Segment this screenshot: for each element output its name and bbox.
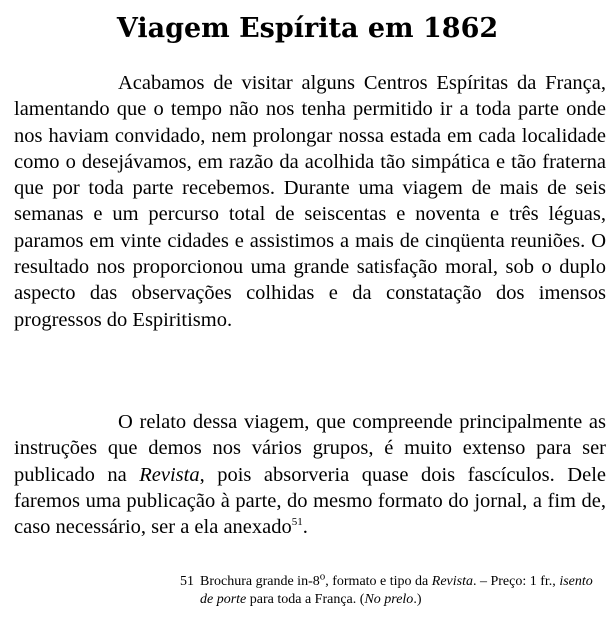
footnote [180, 570, 606, 609]
paragraph-2-italic-revista: Revista [139, 463, 200, 486]
footnote-text-1: Brochura grande in-8 [200, 574, 320, 589]
paragraph-1: Acabamos de visitar alguns Centros Espíritas da França, lamentando que o tempo não nos tenha permitido ir a toda parte onde nos haviam convidado, nem prolongar nossa estada em cada localidade como o desejávamos, em razão da acolhida tão simpática e tão fraterna que por toda parte recebemos. Durante uma viagem de mais de seis semanas e um percurso total de seiscentas e noventa e três léguas, paramos em vinte cidades e assistimos a mais de cinqüenta reuniões. O resultado nos proporcionou uma grande satisfação moral, sob o duplo aspecto das observações colhidas e da constatação dos imensos progressos do Espiritismo. [14, 72, 606, 331]
footnote-number: 51 [180, 574, 194, 589]
footnote-reference: 51 [291, 516, 303, 529]
footnote-text-4: para toda a França. ( [246, 592, 365, 607]
paragraph-2-text-a: O relato dessa viagem, que compreende principalmente as instruções que demos nos vários grupos, é muito extenso para ser publicado na [14, 411, 606, 486]
footnote-text-3: . – Preço: 1 fr., [472, 574, 560, 589]
footnote-italic-de-porte: de porte [200, 592, 247, 607]
footnote-italic-no-prelo: No prelo [364, 592, 414, 607]
footnote-italic-revista: Revista [431, 574, 473, 589]
page-title: Viagem Espírita em 1862 [116, 13, 499, 44]
footnote-italic-isento: isento [559, 574, 593, 589]
footnote-text-2: , formato e tipo da [325, 574, 432, 589]
paragraph-2-text-b: , pois absorveria quase dois fascículos. Dele faremos uma publicação à parte, do mesmo formato do jornal, a fim de, caso necessário, ser a ela anexado [14, 463, 606, 539]
paragraph-2 [14, 409, 606, 540]
footnote-line-2 [180, 591, 606, 609]
paragraph-2-end: . [302, 516, 308, 539]
footnote-ordinal-sup: o [319, 570, 326, 583]
footnote-text-5: .) [413, 592, 422, 607]
